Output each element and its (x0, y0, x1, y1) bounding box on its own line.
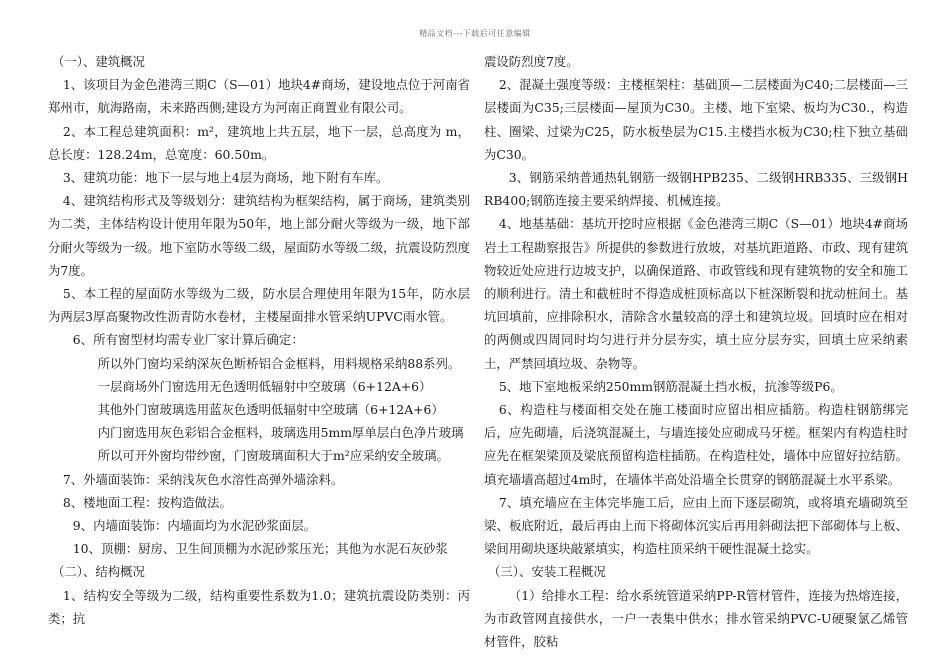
section-heading: （二）、结构概况 (52, 564, 145, 580)
left-column (48, 50, 470, 630)
paragraph: 6、构造柱与楼面相交处在施工楼面时应留出相应插筋。构造柱钢筋绑完后，应先砌墙，后浇筑混凝土，与墙连接处应砌成马牙槎。框架内有构造柱时应先在框架梁顶及梁底预留构造柱插筋。在构造柱处，墙体中应留好拉结筋。填充墙墙高超过4m时，在墙体半高处沿墙全长贯穿的钢筋混凝土水平系梁。 (484, 402, 908, 487)
paragraph: 2、本工程总建筑面积：m²，建筑地上共五层，地下一层，总高度为 m，总长度：128.24m，总宽度：60.50m。 (48, 123, 470, 162)
paragraph: 震设防烈度7度。 (484, 54, 579, 69)
paragraph: 3、钢筋采纳普通热轧钢筋一级钢HPB235、二级钢HRB335、三级钢HRB400;钢筋连接主要采纳焊接、机械连接。 (484, 170, 908, 209)
paragraph: 10、顶棚：厨房、卫生间顶棚为水泥砂浆压光；其他为水泥石灰砂浆 (72, 541, 448, 557)
paragraph: 3、建筑功能：地下一层与地上4层为商场，地下附有车库。 (62, 170, 389, 186)
paragraph: （1）给排水工程：给水系统管道采纳PP-R管材管件，连接为热熔连接，为市政管网直接供水，一户一表集中供水；排水管采纳PVC-U硬聚氯乙烯管材管件，胶粘 (484, 587, 908, 650)
paragraph: 所以外门窗均采纳深灰色断桥铝合金框料，用料规格采纳88系列。 (97, 355, 461, 371)
paragraph: 4、地基基础：基坑开挖时应根据《金色港湾三期C（S—01）地块4#商场岩土工程勘察报告》所提供的参数进行放坡，对基坑距道路、市政、现有建筑物较近处应进行边坡支护，以确保道路、市政管线和现有建筑物的安全和施工的顺利进行。清土和截桩时不得造成桩顶标高以下桩深断裂和扰动桩间土。基坑回填前，应排除积水，清除含水量较高的浮土和建筑垃圾。回填时应在相对的两侧或四周同时均匀进行并分层夯实，填土应分层夯实，回填土应采纳素土，严禁回填垃圾、杂物等。 (484, 216, 908, 371)
paragraph: 5、地下室地板采纳250mm钢筋混凝土挡水板，抗渗等级P6。 (498, 378, 843, 394)
paragraph: 1、结构安全等级为二级，结构重要性系数为1.0；建筑抗震设防类别：丙类；抗 (48, 587, 470, 626)
paragraph: 其他外门窗玻璃选用蓝灰色透明低辐射中空玻璃（6+12A+6） (97, 402, 444, 418)
paragraph: 6、所有窗型材均需专业厂家计算后确定： (72, 332, 304, 348)
paragraph: 5、本工程的屋面防水等级为二级，防水层合理使用年限为15年，防水层为两层3厚高聚物改性沥青防水卷材，主楼屋面排水管采纳UPVC雨水管。 (48, 286, 470, 325)
paragraph: 1、该项目为金色港湾三期C（S—01）地块4#商场，建设地点位于河南省郑州市，航海路南，未来路西侧;建设方为河南正商置业有限公司。 (48, 77, 470, 116)
paragraph: 7、外墙面装饰：采纳浅灰色水溶性高弹外墙涂料。 (62, 471, 344, 487)
paragraph: 2、混凝土强度等级：主楼框架柱：基础顶—二层楼面为C40;二层楼面—三层楼面为C35;三层楼面—屋顶为C30。主楼、地下室梁、板均为C30.，构造柱、圈梁、过梁为C25，防水板垫层为C15.主楼挡水板为C30;柱下独立基础为C30。 (484, 77, 908, 162)
paragraph: 7、填充墙应在主体完毕施工后，应由上而下逐层砌筑，或将填充墙砌筑至梁、板底附近，最后再由上而下将砌体沉实后再用斜砌法把下部砌体与上板、梁间用砌块逐块敲紧填实，构造柱顶采纳干硬性混凝土捻实。 (484, 494, 908, 557)
header-watermark: 精品文档---下载后可任意编辑 (419, 29, 531, 38)
paragraph: 4、建筑结构形式及等级划分：建筑结构为框架结构，属于商场，建筑类别为二类，主体结构设计使用年限为50年，地上部分耐火等级为一级，地下部分耐火等级为一级。地下室防水等级二级，屋面防水等级二级，抗震设防烈度为7度。 (48, 193, 470, 278)
right-column (484, 50, 908, 653)
paragraph: 内门窗选用灰色彩铝合金框料，玻璃选用5mm厚单层白色净片玻璃 (97, 425, 464, 441)
paragraph: 8、楼地面工程：按构造做法。 (62, 494, 232, 510)
paragraph: 9、内墙面装饰：内墙面均为水泥砂浆面层。 (72, 518, 317, 534)
paragraph: 所以可开外窗均带纱窗，门窗玻璃面积大于m²应采纳安全玻璃。 (97, 448, 449, 464)
section-heading: （三）、安装工程概况 (488, 564, 606, 580)
section-heading: （一）、建筑概况 (52, 54, 145, 69)
paragraph: 一层商场外门窗选用无色透明低辐射中空玻璃（6+12A+6） (97, 378, 432, 394)
